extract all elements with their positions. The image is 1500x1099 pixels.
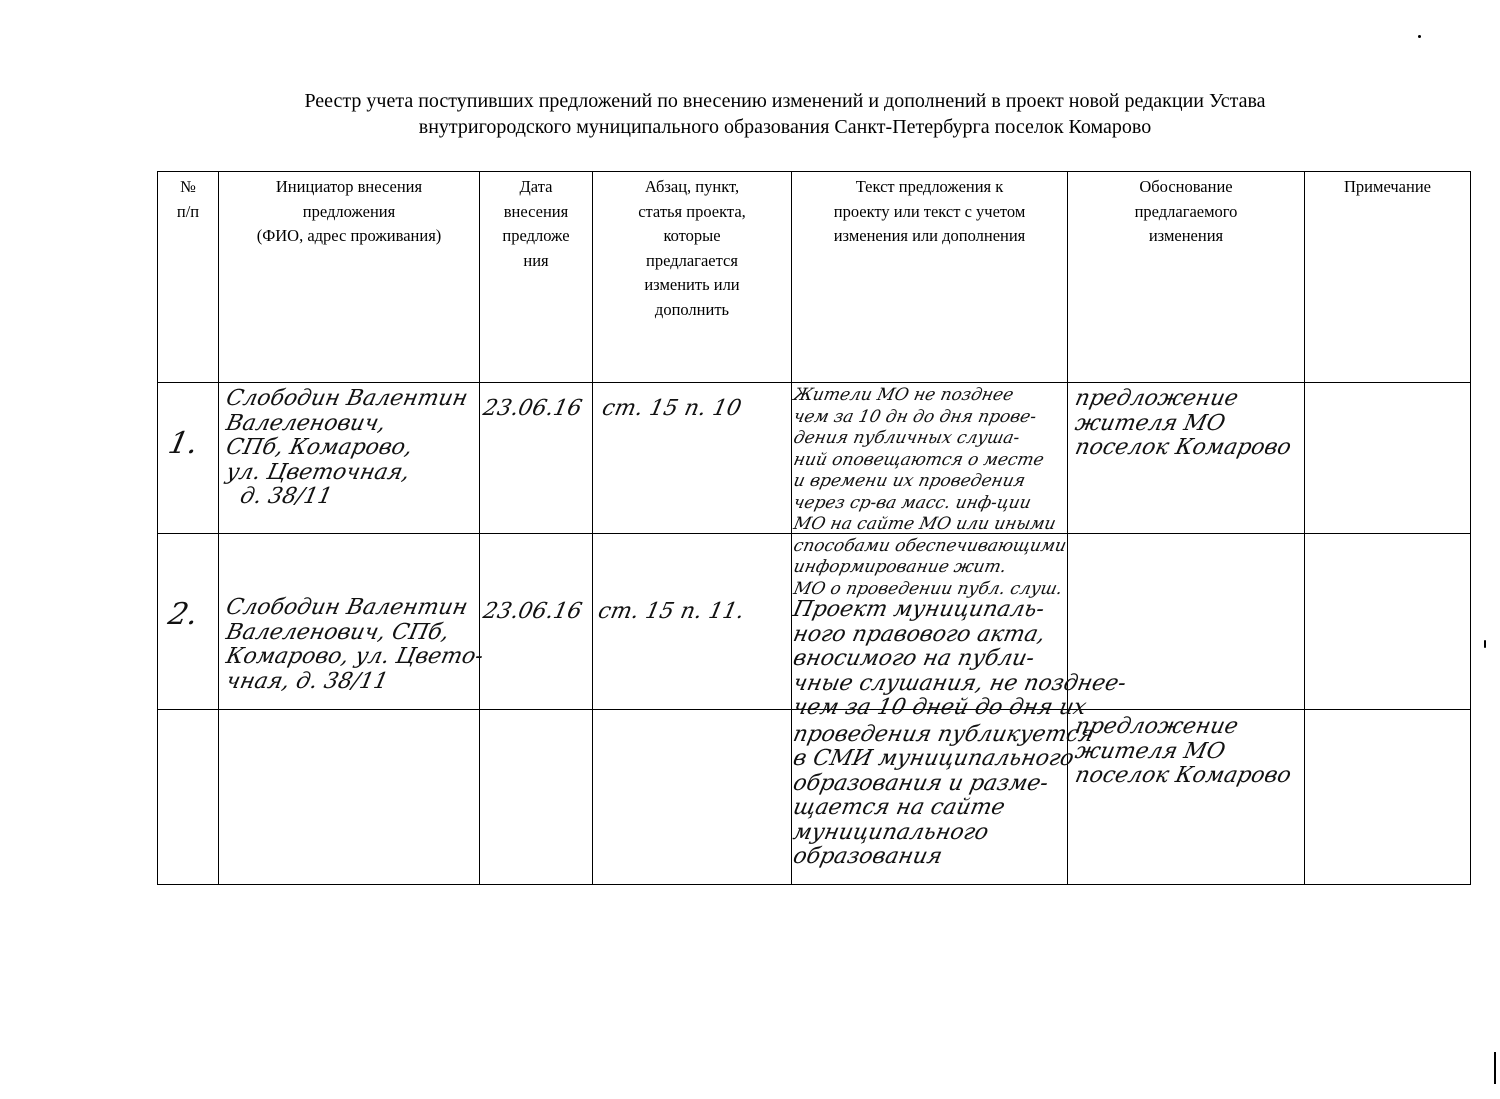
title-line-1: Реестр учета поступивших предложений по внесению изменений и дополнений в проект новой редакции Устава xyxy=(304,90,1266,112)
title-line-2: внутригородского муниципального образования Санкт-Петербурга поселок Комарово xyxy=(418,116,1152,138)
cell-note xyxy=(1305,710,1471,885)
cell-article xyxy=(593,710,792,885)
header-num: № п/п xyxy=(158,172,219,383)
cell-note xyxy=(1305,383,1471,534)
header-article: Абзац, пункт, статья проекта, которые предлагается изменить или дополнить xyxy=(593,172,792,383)
table-row xyxy=(158,710,1471,885)
table-row xyxy=(158,383,1471,534)
scan-speck xyxy=(1484,640,1486,648)
header-note: Примечание xyxy=(1305,172,1471,383)
cell-text: Жители МО не позднее чем за 10 дн до дня прове- дения публичных слуша- ний оповещаются о месте и времени их проведения через ср-ва масс. инф-ции МО на сайте МО или иными способами обеспечивающими информирование жит. МО о проведении публ. слуш. xyxy=(792,383,1068,534)
cell-num: 1. xyxy=(158,383,219,534)
scan-edge-mark xyxy=(1494,1052,1496,1084)
cell-note xyxy=(1305,534,1471,710)
header-initiator: Инициатор внесения предложения (ФИО, адрес проживания) xyxy=(219,172,480,383)
scan-speck xyxy=(1418,35,1421,38)
cell-initiator xyxy=(219,710,480,885)
cell-date: 23.06.16 xyxy=(480,383,593,534)
cell-date: 23.06.16 xyxy=(480,534,593,710)
cell-initiator: Слободин Валентин Валеленович, СПб, Комарово, ул. Цветочная, д. 38/11 xyxy=(219,383,480,534)
header-reason: Обоснование предлагаемого изменения xyxy=(1068,172,1305,383)
registry-table xyxy=(157,171,1471,885)
cell-num: 2. xyxy=(158,534,219,710)
cell-reason: предложение жителя МО поселок Комарово xyxy=(1068,534,1305,710)
header-date: Дата внесения предложе ния xyxy=(480,172,593,383)
cell-initiator: Слободин Валентин Валеленович, СПб, Комарово, ул. Цвето- чная, д. 38/11 xyxy=(219,534,480,710)
cell-num xyxy=(158,710,219,885)
document-title xyxy=(120,88,1450,140)
cell-article: ст. 15 п. 11. xyxy=(593,534,792,710)
cell-text xyxy=(792,710,1068,885)
cell-reason: предложение жителя МО поселок Комарово xyxy=(1068,383,1305,534)
header-text: Текст предложения к проекту или текст с учетом изменения или дополнения xyxy=(792,172,1068,383)
cell-text: Проект муниципаль- ного правового акта, вносимого на публи- чные слушания, не позднее- чем за 10 дней до дня их проведения публикуется в СМИ муниципального образования и разме- щается на сайте муниципального образования xyxy=(792,534,1068,710)
table-header-row xyxy=(158,172,1471,383)
cell-date xyxy=(480,710,593,885)
cell-article: ст. 15 п. 10 xyxy=(593,383,792,534)
cell-reason xyxy=(1068,710,1305,885)
table-row xyxy=(158,534,1471,710)
